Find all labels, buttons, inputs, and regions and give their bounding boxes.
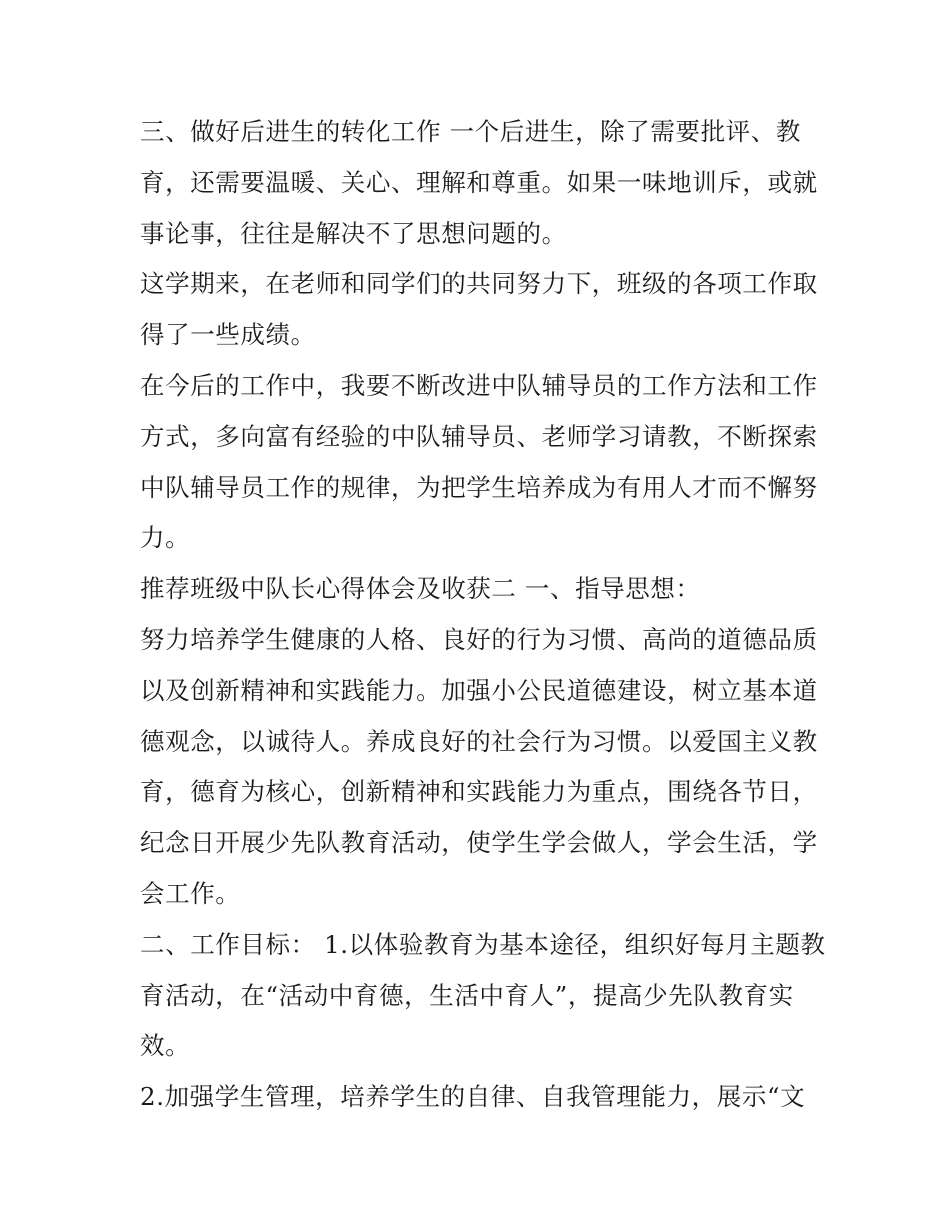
text-line: 努力培养学生健康的人格、良好的行为习惯、高尚的道德品质 [140, 624, 818, 654]
text-line: 在今后的工作中，我要不断改进中队辅导员的工作方法和工作 [140, 370, 818, 400]
text-line: 2.加强学生管理，培养学生的自律、自我管理能力，展示“文 [140, 1082, 806, 1112]
text-line: 德观念，以诚待人。养成良好的社会行为习惯。以爱国主义教 [140, 726, 818, 756]
text-line: 事论事，往往是解决不了思想问题的。 [140, 218, 567, 248]
text-line: 育活动，在“活动中育德，生活中育人”，提高少先队教育实 [140, 980, 794, 1010]
text-line: 方式，多向富有经验的中队辅导员、老师学习请教，不断探索 [140, 421, 818, 451]
text-line: 以及创新精神和实践能力。加强小公民道德建设，树立基本道 [140, 675, 818, 705]
text-line: 三、做好后进生的转化工作 一个后进生，除了需要批评、教 [140, 117, 801, 146]
text-line: 推荐班级中队长心得体会及收获二 一、指导思想： [140, 574, 701, 604]
text-line: 力。 [140, 523, 191, 553]
text-line: 二、工作目标： 1.以体验教育为基本途径，组织好每月主题教 [140, 929, 826, 959]
text-line: 会工作。 [140, 878, 241, 908]
text-line: 育，还需要温暖、关心、理解和尊重。如果一味地训斥，或就 [140, 167, 818, 197]
text-line: 纪念日开展少先队教育活动，使学生学会做人，学会生活，学 [140, 828, 818, 858]
text-line: 育，德育为核心，创新精神和实践能力为重点，围绕各节日， [140, 777, 818, 807]
text-line: 这学期来，在老师和同学们的共同努力下，班级的各项工作取 [140, 269, 818, 299]
text-line: 效。 [140, 1031, 191, 1061]
text-line: 得了一些成绩。 [140, 320, 316, 350]
text-line: 中队辅导员工作的规律，为把学生培养成为有用人才而不懈努 [140, 472, 818, 502]
body-text [140, 107, 826, 1123]
